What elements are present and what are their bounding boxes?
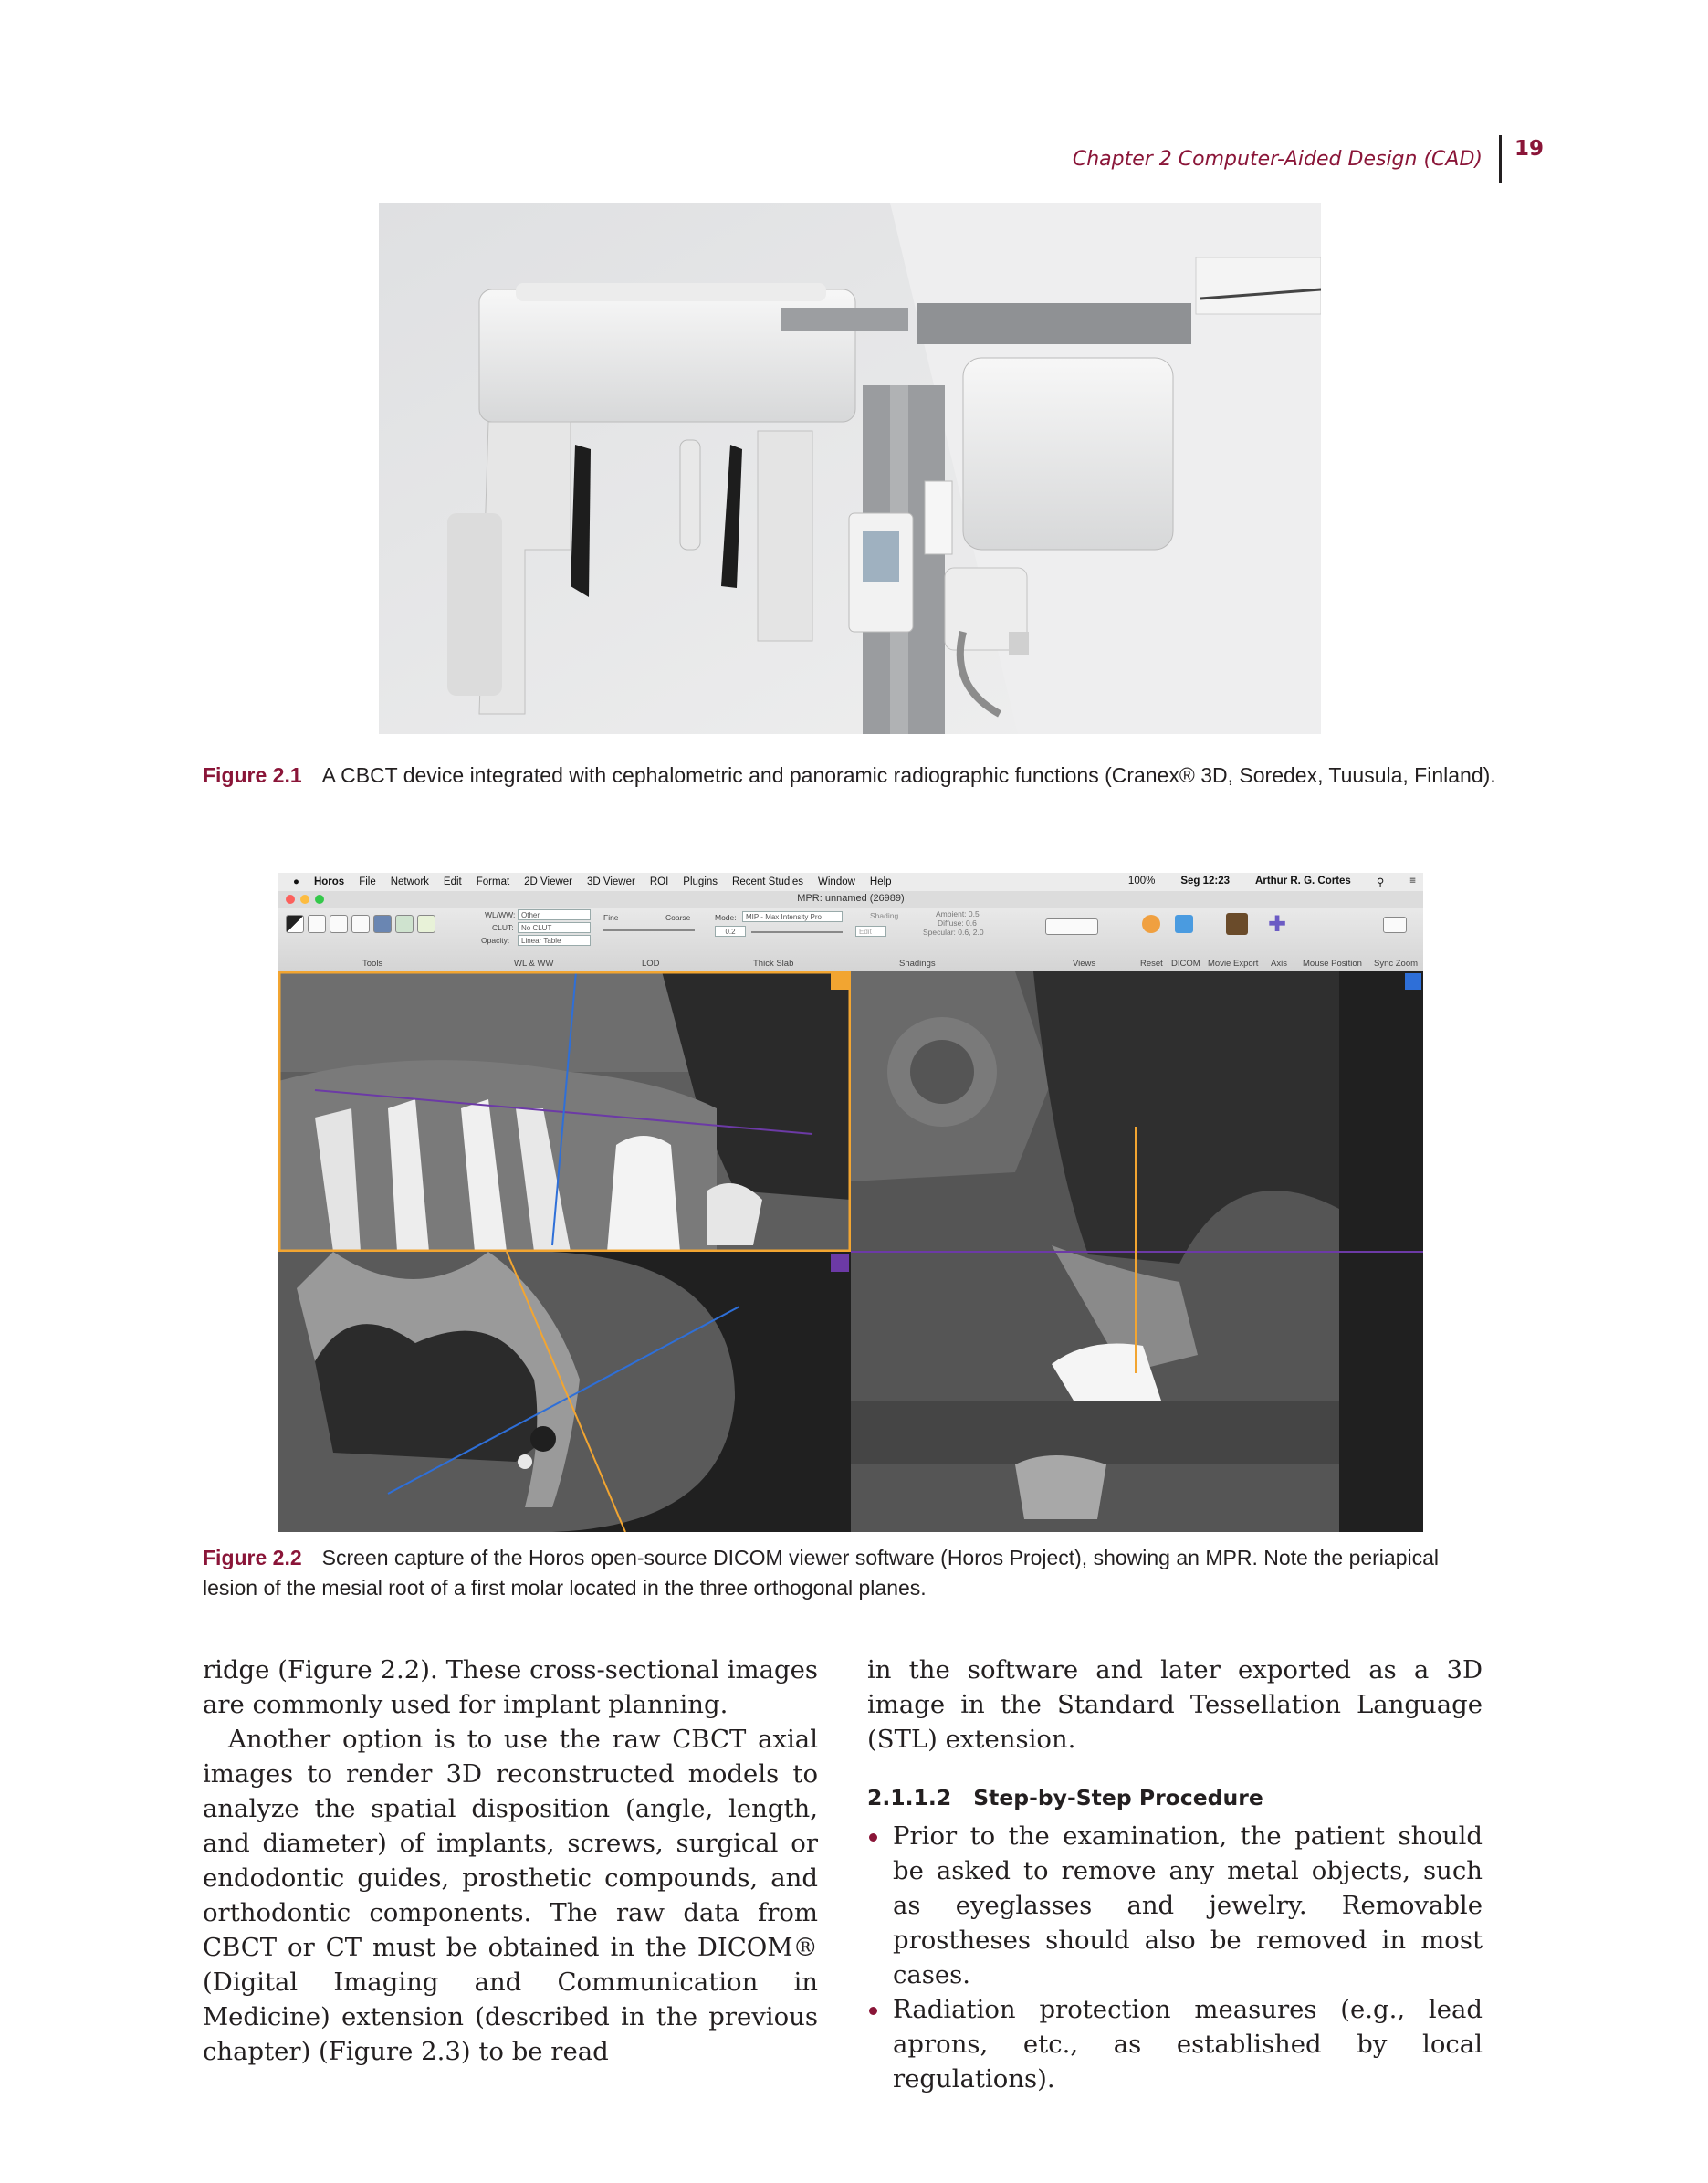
slab-value: 0.2: [715, 926, 746, 937]
menu-item: 2D Viewer: [524, 876, 572, 887]
mpr-toolbar: [278, 908, 1423, 972]
reset-icon: [1142, 915, 1160, 933]
page-number: 19: [1514, 137, 1544, 161]
figure-2-1-caption: [203, 761, 1499, 791]
status-area: [1114, 876, 1416, 888]
section-label: Views: [1073, 959, 1096, 969]
apple-icon: ●: [293, 876, 299, 887]
left-paragraph-1: ridge (Figure 2.2). These cross-sectional images are commonly used for implant planning.: [203, 1655, 818, 1719]
axial-pane: [278, 1252, 851, 1532]
chapter-title: Chapter 2 Computer-Aided Design (CAD): [1072, 147, 1483, 171]
opacity-select: Linear Table: [518, 935, 591, 946]
left-paragraph-2: Another option is to use the raw CBCT axial images to render 3D reconstructed models to analyze the spatial disposition (angle, length, and diameter) of implants, screws, surgical or endodontic guides, prosthetic compounds, and orthodontic components. The raw data from CBCT or CT must be obtained in the DICOM® (Digital Imaging and Communication in Medicine) extension (described in the previous chapter) (Figure 2.3) to be read: [203, 1725, 818, 2066]
user-name: Arthur R. G. Cortes: [1255, 876, 1351, 887]
mac-menubar: [278, 873, 1423, 891]
section-number: 2.1.1.2: [867, 1785, 952, 1810]
section-label: DICOM: [1171, 959, 1200, 969]
wl-label: WL/WW:: [485, 910, 516, 919]
bullet-item: Radiation protection measures (e.g., lead aprons, etc., as established by local regulations).: [867, 1992, 1483, 2096]
menu-item: Help: [869, 876, 892, 887]
menu-item: Recent Studies: [732, 876, 804, 887]
mouse-position-icon: [1319, 913, 1337, 931]
coronal-pane: [278, 971, 851, 1252]
list-icon: ≡: [1409, 876, 1416, 887]
figure-2-2-label: Figure 2.2: [203, 1546, 302, 1569]
wl-select: Other: [518, 909, 591, 920]
section-label: Movie Export: [1208, 959, 1259, 969]
section-label: Mouse Position: [1303, 959, 1362, 969]
opacity-label: Opacity:: [481, 936, 510, 945]
figure-2-2-caption: [203, 1543, 1499, 1603]
clock: Seg 12:23: [1180, 876, 1231, 887]
battery-percent: 100%: [1127, 876, 1156, 887]
section-label: LOD: [642, 959, 660, 969]
figure-2-2-text: Screen capture of the Horos open-source DICOM viewer software (Horos Project), showing an MPR. Note the periapical lesion of the mesial root of a first molar located in the three orthogonal planes.: [203, 1546, 1440, 1600]
body-left-column: [203, 1653, 818, 2069]
movie-export-icon: [1226, 913, 1248, 935]
lod-coarse-label: Coarse: [665, 913, 691, 922]
section-label: Thick Slab: [753, 959, 794, 969]
rotate-tool-icon: [351, 915, 370, 933]
menu-item: 3D Viewer: [587, 876, 635, 887]
menu-item: Plugins: [683, 876, 718, 887]
menu-item: Edit: [443, 876, 462, 887]
roi-tool-icon: [395, 915, 414, 933]
section-label: Reset: [1140, 959, 1163, 969]
search-icon: ⚲: [1376, 877, 1385, 888]
slab-slider: [751, 931, 843, 933]
zoom-tool-icon: [330, 915, 348, 933]
ambient-value: Ambient: 0.5: [936, 909, 980, 918]
menu-item: File: [359, 876, 376, 887]
clut-label: CLUT:: [492, 923, 514, 932]
measure-tool-icon: [417, 915, 435, 933]
section-label: Tools: [362, 959, 383, 969]
contrast-tool-icon: [286, 915, 304, 933]
mode-select: MIP - Max Intensity Pro: [742, 911, 843, 922]
shading-edit: Edit: [855, 926, 886, 937]
menu-item: Horos: [313, 876, 345, 887]
section-heading: [867, 1780, 1483, 1815]
right-paragraph-1: in the software and later exported as a 3D image in the Standard Tessellation Language (STL) extension.: [867, 1655, 1483, 1754]
section-label: Axis: [1271, 959, 1287, 969]
menu-item: ROI: [649, 876, 669, 887]
move-tool-icon: [308, 915, 326, 933]
dicom-icon: [1175, 915, 1193, 933]
section-label: Shadings: [899, 959, 936, 969]
lod-fine-label: Fine: [603, 913, 619, 922]
body-right-column: [867, 1653, 1483, 2096]
menu-item: Window: [818, 876, 855, 887]
clut-select: No CLUT: [518, 922, 591, 933]
scroll-tool-icon: [373, 915, 392, 933]
running-header: [1073, 135, 1544, 183]
window-titlebar: [278, 891, 1423, 908]
figure-2-1-label: Figure 2.1: [203, 763, 302, 787]
cbct-device-illustration: [379, 203, 1321, 734]
diffuse-value: Diffuse: 0.6: [938, 918, 977, 928]
shading-checkbox: Shading: [870, 911, 899, 920]
specular-value: Specular: 0.6, 2.0: [923, 928, 984, 937]
section-label: Sync Zoom: [1374, 959, 1419, 969]
axis-icon: ✚: [1268, 912, 1287, 937]
bullet-item: Prior to the examination, the patient should be asked to remove any metal objects, such as eyeglasses and jewelry. Removable prostheses should also be removed in most cases.: [867, 1819, 1483, 1992]
window-title: MPR: unnamed (26989): [797, 893, 905, 904]
mode-label: Mode:: [715, 913, 737, 922]
lod-slider: [603, 929, 695, 931]
menu-item: Format: [476, 876, 510, 887]
menu-item: Network: [390, 876, 429, 887]
sync-zoom-icon: [1383, 917, 1407, 933]
views-layout-icon: [1045, 918, 1098, 935]
sagittal-pane: [851, 971, 1423, 1532]
section-label: WL & WW: [514, 959, 554, 969]
cbct-device-photo: [379, 203, 1321, 734]
figure-2-1-text: A CBCT device integrated with cephalometric and panoramic radiographic functions (Cranex® 3D, Soredex, Tuusula, Finland).: [321, 763, 1496, 787]
section-title: Step-by-Step Procedure: [973, 1785, 1263, 1810]
horos-screenshot: [278, 873, 1423, 1532]
